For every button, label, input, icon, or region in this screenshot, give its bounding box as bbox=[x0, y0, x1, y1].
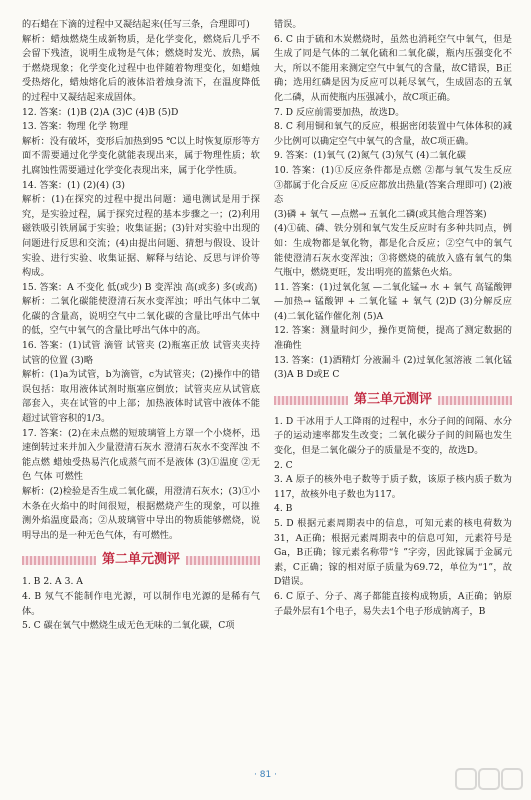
answer-paragraph: 12. 答案：测量时间少，操作更简便，提高了测定数据的准确性 bbox=[274, 325, 512, 352]
left-column bbox=[22, 18, 260, 634]
answer-paragraph: 11. 答案：(1)过氧化氢 —二氧化锰→ 水 + 氧气 高锰酸钾 —加热→ 锰酸钾 + 二氧化锰 + 氧气 (2)D (3)分解反应 (4)二氧化锰作催化剂 (5)A bbox=[274, 281, 512, 322]
answer-paragraph: 解析：蜡烛燃烧生成新物质，是化学变化，燃烧后几乎不会留下残渣，说明生成物是气体；燃烧时发光、放热，属于燃烧现象；化学变化过程中也伴随着物理变化，如蜡烛受热熔化，蜡烛熔化后的液体沿着烛身流下，在温度降低的过程中又凝结起来成固体。 bbox=[22, 33, 260, 103]
section-banner-unit3 bbox=[274, 389, 512, 411]
section-title: 第三单元测评 bbox=[348, 389, 438, 411]
answer-paragraph: 解析：二氧化碳能使澄清石灰水变浑浊；呼出气体中二氧化碳的含量高，说明空气中二氧化碳的含量比呼出气体中的低，空气中氧气的含量比呼出气体中的高。 bbox=[22, 296, 260, 337]
unit2-answers bbox=[22, 575, 260, 633]
answer-paragraph: 7. D 反应前需要加热，故选D。 bbox=[274, 106, 405, 118]
answer-paragraph: 5. C 碳在氧气中燃烧生成无色无味的二氧化碳，C项 bbox=[22, 620, 235, 632]
answer-paragraph: 6. C 由于硫和木炭燃烧时，虽然也消耗空气中氧气，但是生成了同是气体的二氧化硫和二氧化碳，瓶内压强变化不大，所以不能用来测定空气中氧气的含量，故C错误，B正确；选用红磷是因为反应可以耗尽氧气，生成固态的五氧化二磷，从而使瓶内压强减小，故C项正确。 bbox=[274, 33, 512, 103]
answer-paragraph: 1. B 2. A 3. A bbox=[22, 576, 83, 588]
answer-paragraph: 10. 答案：(1)①反应条件都是点燃 ②都与氧气发生反应 ③都属于化合反应 ④反应都放出热量(答案合理即可) (2)液态 bbox=[274, 164, 512, 206]
answer-paragraph: 4. B bbox=[274, 503, 293, 515]
answer-paragraph: 解析：没有破坏，变形后加热到95 ℃以上时恢复原形等方面不需要通过化学变化就能表现出来，属于物理性质；软扎腐蚀性需要通过化学变化表现出来，属于化学性质。 bbox=[22, 135, 260, 176]
answer-paragraph: (4)①硫、磷、铁分别和氧气发生反应时有多种共同点，例如：生成物都是氧化物，都是化合反应；②空气中的氧气能使澄清石灰水变浑浊；③将燃烧的硫放入盛有氧气的集气瓶中，燃烧更旺，发出明亮的蓝紫色火焰。 bbox=[274, 223, 512, 279]
answer-paragraph: 13. 答案：物理 化学 物理 bbox=[22, 121, 129, 133]
answer-paragraph: 9. 答案：(1)氧气 (2)氮气 (3)氖气 (4)二氧化碳 bbox=[274, 150, 466, 162]
answer-paragraph: 解析：(1)a为试管，b为滴管，c为试管夹；(2)操作中的错误包括：取用液体试剂时瓶塞应倒放；试管夹应从试管底部套入，夹在试管的中上部；加热液体时试管中液体不能超过试管容积的1/3。 bbox=[22, 369, 260, 425]
answer-paragraph: 的石蜡在下滴的过程中又凝结起来(任写三条，合理即可) bbox=[22, 19, 250, 30]
answer-paragraph: (3)磷 + 氧气 —点燃→ 五氧化二磷(或其他合理答案) bbox=[274, 208, 487, 220]
section-title: 第二单元测评 bbox=[96, 549, 186, 571]
left-answers bbox=[22, 18, 260, 543]
answer-paragraph: 3. A 原子的核外电子数等于质子数，该原子核内质子数为117，故核外电子数也为117。 bbox=[274, 474, 512, 500]
answer-paragraph: 14. 答案：(1) (2)(4) (3) bbox=[22, 179, 125, 191]
answer-paragraph: 错误。 bbox=[274, 19, 302, 30]
answer-paragraph: 6. C 原子、分子、离子都能直接构成物质，A正确；钠原子最外层有1个电子，易失去1个电子形成钠离子，B bbox=[274, 590, 512, 617]
answer-paragraph: 5. D 根据元素周期表中的信息，可知元素的核电荷数为31，A正确；根据元素周期表中的信息可知，元素符号是Ga，B正确；镓元素名称带“钅”字旁，因此镓属于金属元素，C正确；镓的相对原子质量为69.72，单位为“1”，故D错误。 bbox=[274, 518, 512, 588]
answer-paragraph: 13. 答案：(1)酒精灯 分液漏斗 (2)过氧化氢溶液 二氧化锰 (3)A B D或E C bbox=[274, 354, 512, 381]
page-number: · 81 · bbox=[254, 770, 277, 780]
answer-paragraph: 17. 答案：(2)在未点燃的短玻璃管上方罩一个小烧杯，迅速倒转过来并加入少量澄清石灰水 澄清石灰水不变浑浊 不能点燃 蜡烛受热易汽化成蒸气而不是液体 (3)①温度 ②无色 气体 可燃性 bbox=[22, 427, 260, 483]
answer-paragraph: 16. 答案：(1)试管 滴管 试管夹 (2)瓶塞正放 试管夹夹持试管的位置 (3)略 bbox=[22, 340, 260, 366]
unit3-answers bbox=[274, 415, 512, 619]
answer-paragraph: 4. B 氖气不能制作电光源，可以制作电光源的是稀有气体。 bbox=[22, 590, 260, 617]
watermark-logo-icon bbox=[455, 766, 525, 792]
answer-paragraph: 12. 答案：(1)B (2)A (3)C (4)B (5)D bbox=[22, 106, 179, 118]
answer-paragraph: 15. 答案：A 不变化 低(或少) B 变浑浊 高(或多) 多(或高) bbox=[22, 281, 258, 293]
answer-paragraph: 解析：(2)检验是否生成二氧化碳，用澄清石灰水；(3)①小木条在火焰中的时间很短，根据燃烧产生的现象，可以推测外焰温度最高；②从玻璃管中导出的物质能够燃烧，说明导出的是一种无色气体，有可燃性。 bbox=[22, 486, 260, 541]
answer-paragraph: 解析：(1)在探究的过程中提出问题：通电测试是用于探究，是实验过程，属于探究过程的基本步骤之一；(2)利用磁铁吸引铁屑属于实验；收集证据；(3)针对实验中出现的问题进行反思和交流；(4)由提出问题、猜想与假设、设计实验、进行实验、收集证据、解释与结论、反思与评价等构成。 bbox=[22, 194, 260, 279]
right-answers bbox=[274, 18, 512, 383]
section-banner-unit2 bbox=[22, 549, 260, 571]
answer-paragraph: 8. C 利用铜和氧气的反应，根据密闭装置中气体体积的减少比例可以确定空气中氧气的含量，故C项正确。 bbox=[274, 121, 512, 147]
answer-paragraph: 1. D 干冰用于人工降雨的过程中，水分子间的间隔、水分子的运动速率都发生改变；二氧化碳分子间的间隔也发生变化，但是二氧化碳分子的质量是不变的，故选D。 bbox=[274, 415, 512, 457]
right-column bbox=[274, 18, 512, 619]
answer-paragraph: 2. C bbox=[274, 459, 293, 471]
